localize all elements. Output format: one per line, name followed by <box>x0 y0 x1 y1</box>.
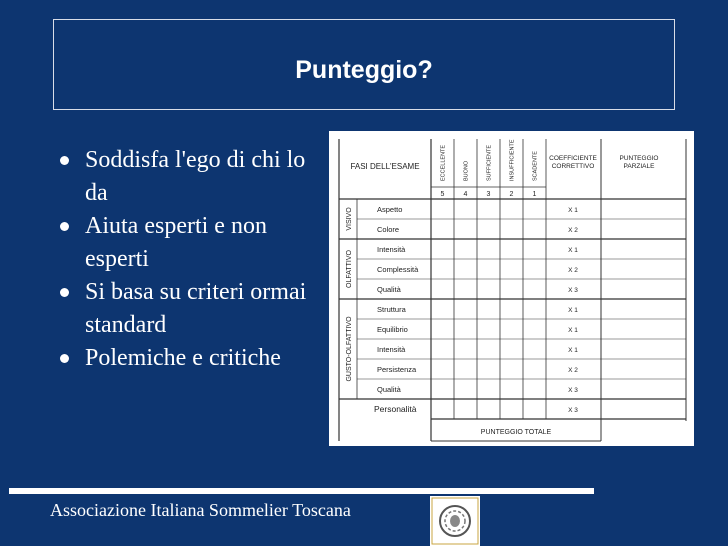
bullet-dot-icon <box>60 156 69 165</box>
partial-header: PUNTEGGIO <box>619 155 659 162</box>
criterion-label: Complessità <box>377 265 419 274</box>
multiplier-label: X 3 <box>568 407 578 414</box>
multiplier-label: X 1 <box>568 327 578 334</box>
slide-title: Punteggio? <box>295 56 433 84</box>
rating-label: SCADENTE <box>532 151 539 181</box>
footer-divider <box>9 488 594 494</box>
total-label: PUNTEGGIO TOTALE <box>480 429 552 436</box>
rating-label: SUFFICIENTE <box>486 144 493 181</box>
rating-label: INSUFFICIENTE <box>509 139 516 181</box>
phase-label: VISIVO <box>346 207 353 231</box>
bullet-item <box>58 210 333 276</box>
phase-label: GUSTO-OLFATTIVO <box>346 316 353 382</box>
rating-point: 3 <box>486 191 491 198</box>
criterion-label: Aspetto <box>377 205 403 214</box>
ais-logo <box>430 496 480 546</box>
criterion-label: Intensità <box>377 245 406 254</box>
bullet-text: Si basa su criteri ormai standard <box>85 279 307 338</box>
criterion-label: Qualità <box>377 285 401 294</box>
title-box <box>53 19 675 110</box>
bullet-item <box>58 276 333 342</box>
multiplier-label: X 1 <box>568 307 578 314</box>
criterion-label: Personalità <box>374 404 417 414</box>
multiplier-label: X 1 <box>568 207 578 214</box>
criterion-label: Equilibrio <box>377 325 408 334</box>
bullet-dot-icon <box>60 354 69 363</box>
coefficient-header: CORRETTIVO <box>551 163 595 170</box>
criterion-label: Colore <box>377 225 400 234</box>
criterion-label: Struttura <box>377 305 406 314</box>
rating-point: 2 <box>509 191 514 198</box>
criterion-label: Intensità <box>377 345 406 354</box>
footer-text: Associazione Italiana Sommelier Toscana <box>50 500 351 520</box>
multiplier-label: X 2 <box>568 227 578 234</box>
rating-label: BUONO <box>463 160 470 181</box>
scoresheet-table <box>329 131 694 446</box>
criterion-label: Qualità <box>377 385 401 394</box>
phase-header: FASI DELL'ESAME <box>350 162 420 171</box>
multiplier-label: X 3 <box>568 387 578 394</box>
ais-emblem-icon <box>430 496 480 546</box>
bullet-dot-icon <box>60 222 69 231</box>
bullet-text: Soddisfa l'ego di chi lo da <box>85 147 306 206</box>
multiplier-label: X 2 <box>568 267 578 274</box>
bullet-dot-icon <box>60 288 69 297</box>
rating-point: 1 <box>532 191 537 198</box>
scoresheet-image <box>329 131 694 446</box>
rating-label: ECCELLENTE <box>440 144 447 181</box>
multiplier-label: X 2 <box>568 367 578 374</box>
phase-label: OLFATTIVO <box>346 250 353 288</box>
multiplier-label: X 1 <box>568 347 578 354</box>
multiplier-label: X 3 <box>568 287 578 294</box>
coefficient-header: COEFFICIENTE <box>549 155 597 162</box>
partial-header: PARZIALE <box>623 163 655 170</box>
multiplier-label: X 1 <box>568 247 578 254</box>
bullet-text: Aiuta esperti e non esperti <box>85 213 267 272</box>
rating-point: 5 <box>440 191 445 198</box>
rating-point: 4 <box>463 191 468 198</box>
bullet-text: Polemiche e critiche <box>85 345 281 371</box>
bullet-item <box>58 342 333 375</box>
criterion-label: Persistenza <box>377 365 417 374</box>
bullet-list <box>58 144 333 375</box>
bullet-item <box>58 144 333 210</box>
